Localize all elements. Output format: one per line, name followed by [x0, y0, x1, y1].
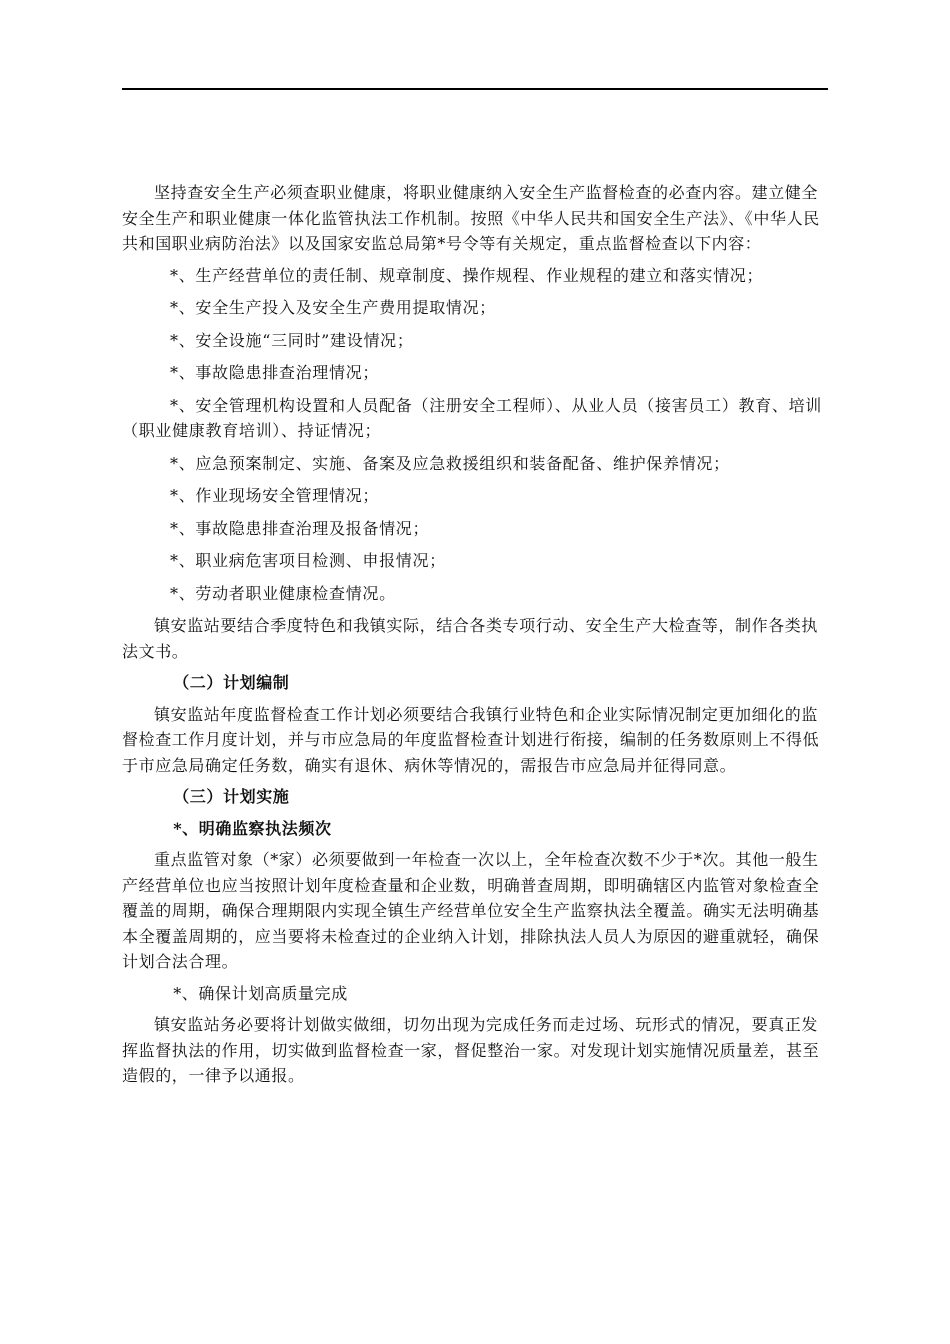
check-item-9: *、职业病危害项目检测、申报情况；	[170, 551, 446, 570]
check-item-1: *、生产经营单位的责任制、规章制度、操作规程、作业规程的建立和落实情况；	[170, 265, 764, 285]
closing-paragraph: 镇安监站要结合季度特色和我镇实际，结合各类专项行动、安全生产大检查等，制作各类执法文书。	[122, 616, 819, 661]
header-rule	[122, 88, 828, 90]
inspection-frequency-paragraph: 重点监管对象（*家）必须要做到一年检查一次以上，全年检查次数不少于*次。其他一般生产经营单位也应当按照计划年度检查量和企业数，明确普查周期，即明确辖区内监管对象检查全覆盖的周期，确保合理期限内实现全镇生产经营单位安全生产监察执法全覆盖。确实无法明确基本全覆盖周期的，应当要将未检查过的企业纳入计划，排除执法人员人为原因的避重就轻，确保计划合法合理。	[122, 850, 820, 971]
check-item-8: *、事故隐患排查治理及报备情况；	[170, 518, 430, 538]
intro-paragraph: 坚持查安全生产必须查职业健康，将职业健康纳入安全生产监督检查的必查内容。建立健全安全生产和职业健康一体化监管执法工作机制。按照《中华人民共和国安全生产法》、《中华人民共和国职业病防治法》以及国家安监总局第*号令等有关规定，重点监督检查以下内容：	[122, 183, 820, 253]
check-item-6: *、应急预案制定、实施、备案及应急救援组织和装备配备、维护保养情况；	[170, 453, 730, 473]
quality-completion-paragraph: 镇安监站务必要将计划做实做细，切勿出现为完成任务而走过场、玩形式的情况，要真正发挥监督执法的作用，切实做到监督检查一家，督促整治一家。对发现计划实施情况质量差，甚至造假的，一律予以通报。	[122, 1015, 820, 1085]
section-heading-plan-drafting: （二）计划编制	[173, 673, 290, 692]
check-item-5: *、安全管理机构设置和人员配备（注册安全工程师）、从业人员（接害员工）教育、培训（职业健康教育培训）、持证情况；	[122, 395, 823, 440]
check-item-10: *、劳动者职业健康检查情况。	[170, 583, 396, 603]
check-item-7: *、作业现场安全管理情况；	[170, 486, 380, 505]
check-item-3: *、安全设施“三同时”建设情况；	[170, 330, 414, 350]
document-body	[122, 180, 834, 1095]
section-heading-plan-implementation: （三）计划实施	[173, 787, 290, 806]
plan-drafting-paragraph: 镇安监站年度监督检查工作计划必须要结合我镇行业特色和企业实际情况制定更加细化的监督检查工作月度计划，并与市应急局的年度监督检查计划进行衔接，编制的任务数原则上不得低于市应急局确定任务数，确实有退休、病休等情况的，需报告市应急局并征得同意。	[122, 704, 820, 775]
check-item-2: *、安全生产投入及安全生产费用提取情况；	[170, 298, 497, 317]
check-item-4: *、事故隐患排查治理情况；	[170, 363, 380, 382]
subheading-quality-completion: *、确保计划高质量完成	[173, 983, 348, 1003]
subheading-inspection-frequency: *、明确监察执法频次	[173, 818, 332, 838]
